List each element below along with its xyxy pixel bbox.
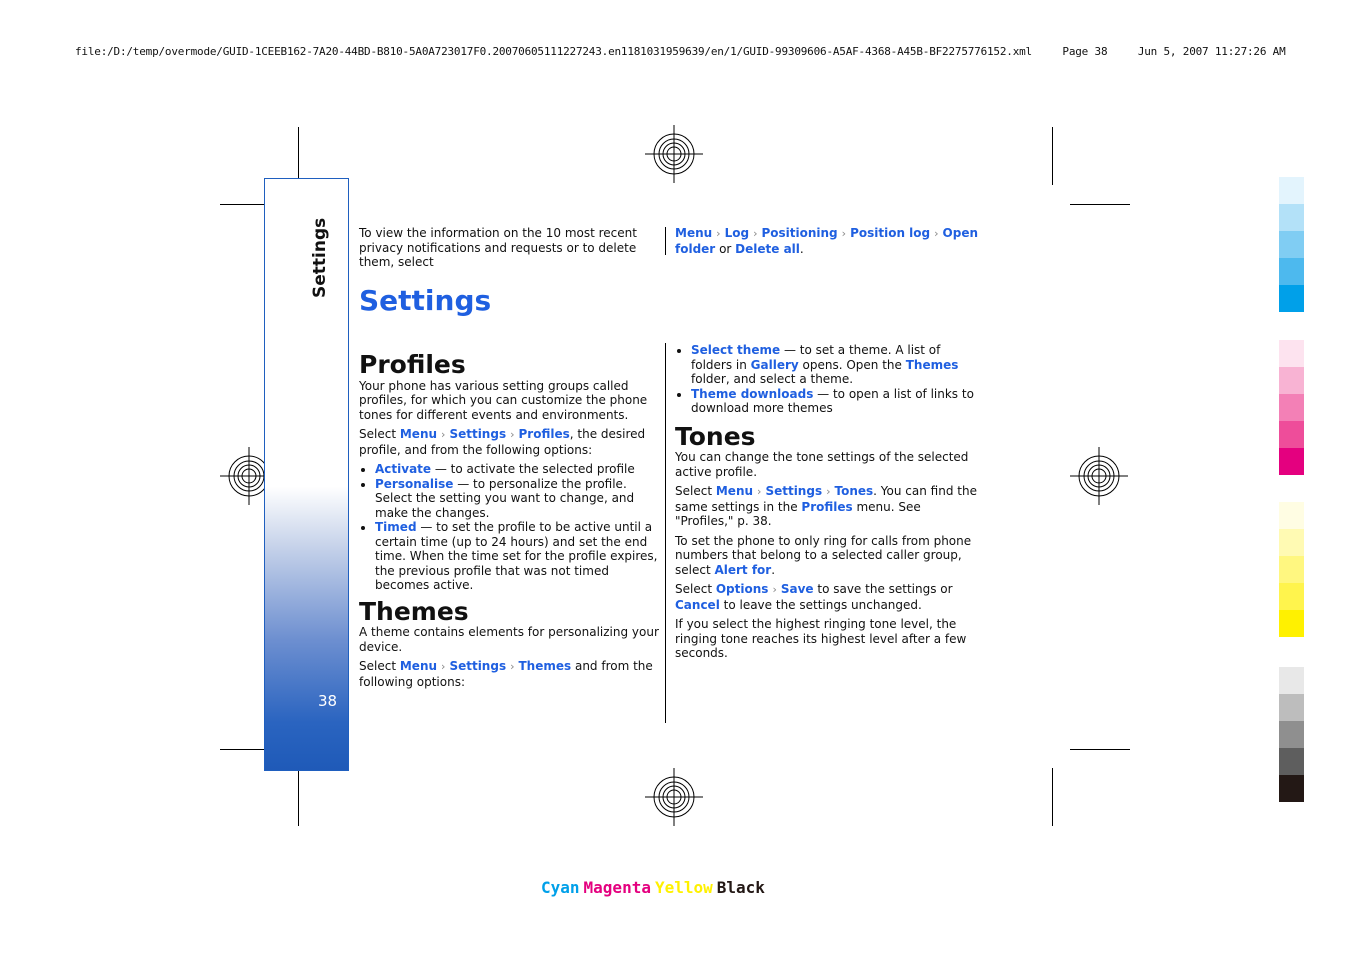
- option-activate[interactable]: Activate: [375, 462, 432, 476]
- black-swatch: [1279, 775, 1304, 802]
- magenta-swatch: [1279, 394, 1304, 421]
- registration-mark-right: [1070, 447, 1128, 505]
- page-title: Settings: [359, 284, 492, 317]
- page-number: 38: [318, 692, 338, 710]
- themes-options: [675, 343, 980, 416]
- path-menu[interactable]: Menu: [399, 659, 438, 673]
- page-label: Page 38: [1062, 45, 1108, 58]
- path-profiles[interactable]: Profiles: [518, 427, 570, 441]
- option-theme-downloads[interactable]: Theme downloads: [691, 386, 814, 401]
- magenta-swatch: [1279, 367, 1304, 394]
- options-link[interactable]: Options: [715, 582, 769, 596]
- path-positioning[interactable]: Positioning: [761, 226, 838, 240]
- timestamp: Jun 5, 2007 11:27:26 AM: [1137, 45, 1286, 58]
- black-swatch: [1279, 694, 1304, 721]
- cyan-swatch: [1279, 231, 1304, 258]
- cyan-label: Cyan: [541, 878, 580, 897]
- magenta-swatch: [1279, 448, 1304, 475]
- alert-for-link[interactable]: Alert for: [714, 562, 772, 577]
- chevron-right-icon: ›: [716, 227, 721, 240]
- chevron-right-icon: ›: [934, 227, 939, 240]
- option-select-theme[interactable]: Select theme: [691, 343, 781, 357]
- themes-select: Select Menu › Settings › Themes and from the following options:: [359, 659, 653, 689]
- list-item: • Timed — to set the profile to be active until a certain time (up to 24 hours) and set the end time. When the time set for the profile expires, the previous profile that was not timed becomes active.: [375, 520, 659, 593]
- chevron-right-icon: ›: [826, 485, 831, 498]
- file-path: file:/D:/temp/overmode/GUID-1CEEB162-7A20-44BD-B810-5A0A723017F0.20070605111227243.en1181031959639/en/1/GUID-99309606-A5AF-4368-A45B-BF2275776152.xml: [75, 45, 1032, 58]
- chevron-right-icon: ›: [441, 428, 446, 441]
- profiles-select: Select Menu › Settings › Profiles, the desired profile, and from the following options:: [359, 427, 646, 457]
- registration-mark-bottom: [645, 768, 703, 826]
- profiles-intro: Your phone has various setting groups called profiles, for which you can customize the phone tones for different events and environments.: [359, 378, 648, 422]
- chevron-right-icon: ›: [841, 227, 847, 240]
- section-label: Settings: [310, 217, 330, 298]
- path-open-folder[interactable]: Open folder: [675, 226, 979, 256]
- yellow-label: Yellow: [654, 878, 713, 897]
- cyan-swatch: [1279, 258, 1304, 285]
- path-menu[interactable]: Menu: [715, 484, 754, 498]
- chevron-right-icon: ›: [441, 660, 446, 673]
- intro-path: Menu › Log › Positioning › Position log › Open folder or Delete all.: [675, 226, 979, 256]
- path-menu[interactable]: Menu: [399, 427, 438, 441]
- tones-ringing-level: If you select the highest ringing tone level, the ringing tone reaches its highest level after a few seconds.: [675, 617, 967, 660]
- delete-all-link[interactable]: Delete all: [735, 241, 800, 256]
- path-settings[interactable]: Settings: [765, 484, 823, 498]
- list-item: • Select theme — to set a theme. A list of folders in Gallery opens. Open the Themes folder, and select a theme.: [691, 343, 980, 387]
- cyan-swatch: [1279, 177, 1304, 204]
- magenta-label: Magenta: [583, 878, 651, 897]
- path-log[interactable]: Log: [724, 226, 750, 240]
- yellow-swatch: [1279, 502, 1304, 529]
- registration-mark-top: [645, 125, 703, 183]
- section-sidebar: [264, 178, 349, 771]
- tones-select: Select Menu › Settings › Tones. You can find the same settings in the Profiles menu. See "Profiles," p. 38.: [675, 484, 977, 528]
- cyan-swatch: [1279, 285, 1304, 312]
- yellow-swatch: [1279, 610, 1304, 637]
- chevron-right-icon: ›: [510, 428, 515, 441]
- tones-save: Select Options › Save to save the settings or Cancel to leave the settings unchanged.: [675, 582, 953, 612]
- profiles-link[interactable]: Profiles: [801, 499, 853, 514]
- left-column: [359, 350, 659, 694]
- cmyk-label-bar: [541, 878, 769, 897]
- print-header: [75, 45, 1286, 58]
- save-link[interactable]: Save: [780, 582, 814, 596]
- yellow-swatch: [1279, 529, 1304, 556]
- path-menu[interactable]: Menu: [675, 226, 713, 240]
- list-item: • Activate — to activate the selected profile: [375, 462, 659, 477]
- or-text: or: [719, 241, 732, 256]
- yellow-swatch: [1279, 556, 1304, 583]
- path-tones[interactable]: Tones: [834, 484, 874, 498]
- themes-intro: A theme contains elements for personalizing your device.: [359, 625, 659, 654]
- list-item: • Personalise — to personalize the profile. Select the setting you want to change, and make the changes.: [375, 477, 659, 521]
- path-themes[interactable]: Themes: [518, 659, 572, 673]
- black-swatch: [1279, 721, 1304, 748]
- intro-text: To view the information on the 10 most recent privacy notifications and requests or to delete them, select: [359, 226, 637, 269]
- column-divider: [665, 343, 666, 723]
- chevron-right-icon: ›: [753, 227, 758, 240]
- magenta-swatch: [1279, 421, 1304, 448]
- profiles-options: [359, 462, 659, 593]
- black-swatch: [1279, 748, 1304, 775]
- tones-intro: You can change the tone settings of the selected active profile.: [675, 450, 969, 479]
- path-position-log[interactable]: Position log: [850, 226, 931, 240]
- right-column: [675, 343, 980, 666]
- column-divider-top: [665, 227, 666, 255]
- chevron-right-icon: ›: [757, 485, 762, 498]
- profiles-heading: Profiles: [359, 350, 466, 379]
- option-personalise[interactable]: Personalise: [375, 476, 454, 491]
- themes-folder-link[interactable]: Themes: [905, 357, 959, 372]
- list-item: • Theme downloads — to open a list of links to download more themes: [691, 387, 980, 416]
- tones-caller-group: To set the phone to only ring for calls from phone numbers that belong to a selected caller group, select Alert for.: [675, 533, 972, 577]
- gallery-link[interactable]: Gallery: [750, 357, 799, 372]
- chevron-right-icon: ›: [510, 660, 515, 673]
- yellow-swatch: [1279, 583, 1304, 610]
- tones-heading: Tones: [675, 421, 756, 451]
- themes-heading: Themes: [359, 596, 469, 626]
- black-label: Black: [716, 878, 765, 897]
- magenta-swatch: [1279, 340, 1304, 367]
- cyan-swatch: [1279, 204, 1304, 231]
- path-settings[interactable]: Settings: [449, 427, 507, 441]
- chevron-right-icon: ›: [772, 583, 777, 596]
- cancel-link[interactable]: Cancel: [675, 597, 720, 612]
- option-timed[interactable]: Timed: [375, 520, 417, 534]
- path-settings[interactable]: Settings: [449, 659, 507, 673]
- black-swatch: [1279, 667, 1304, 694]
